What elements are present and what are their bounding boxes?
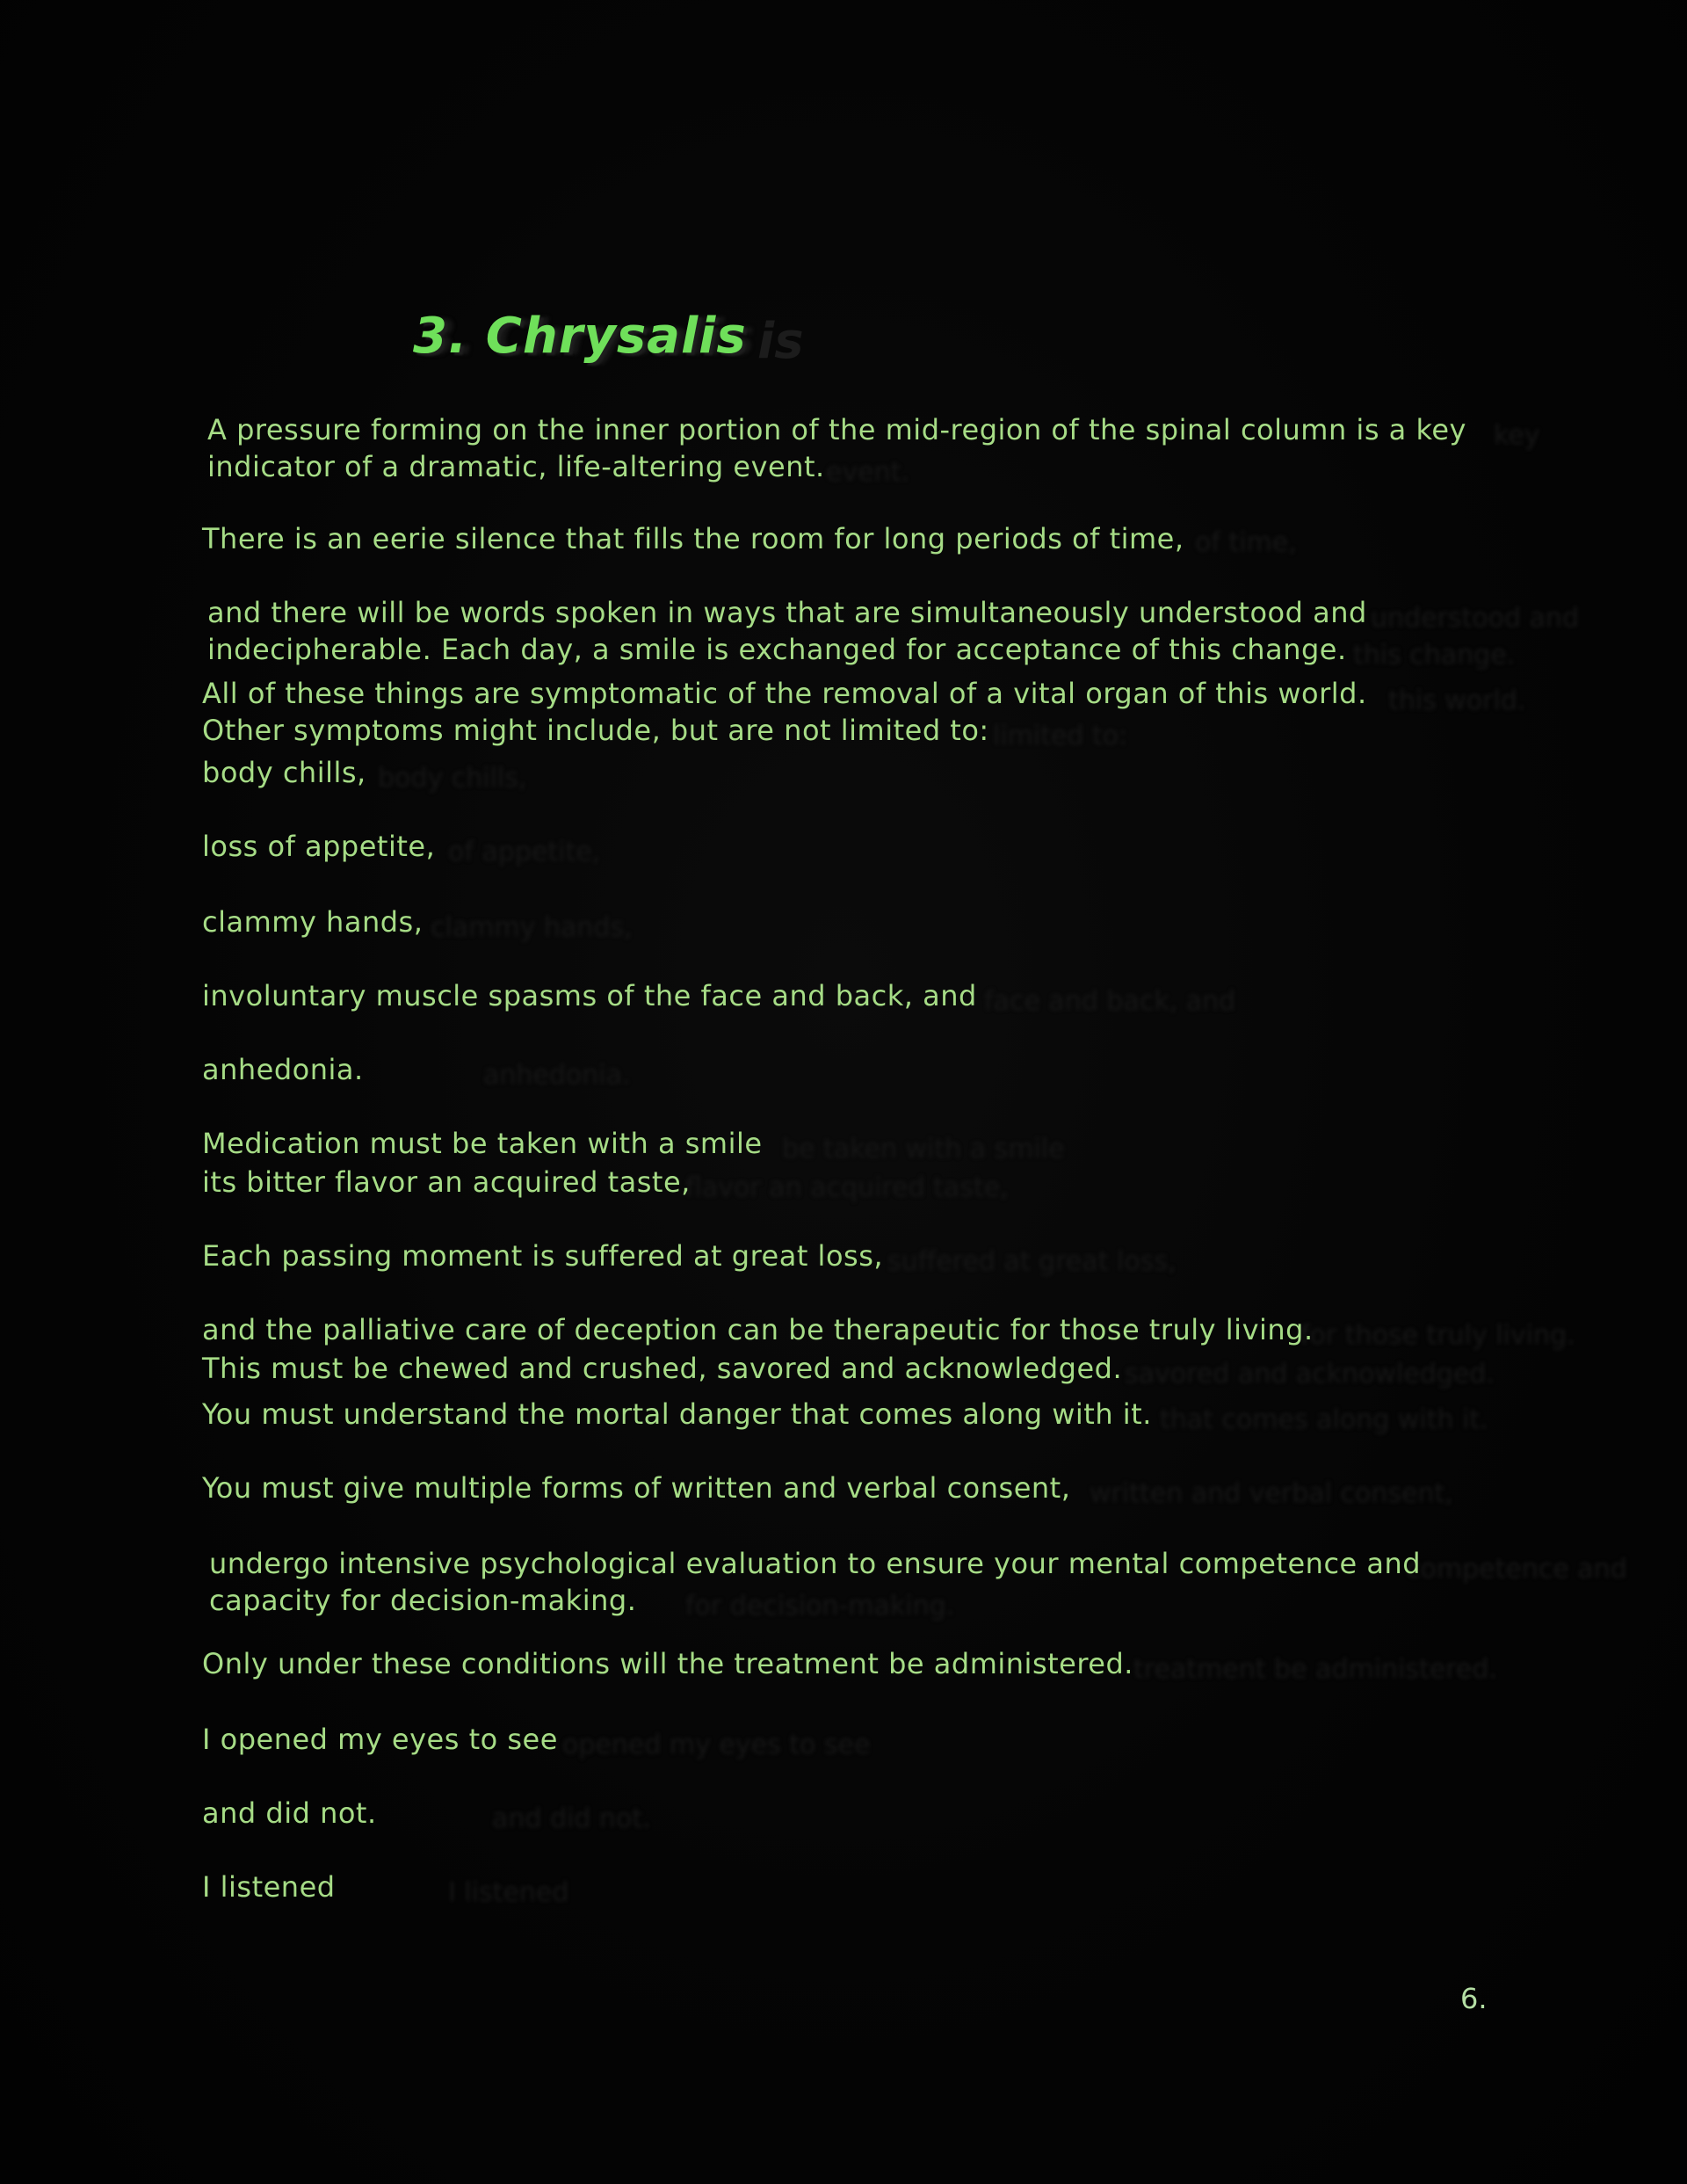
- text-echo: be taken with a smile: [782, 1134, 1065, 1165]
- text-echo: for those truly living.: [1300, 1320, 1575, 1351]
- text-echo: savored and acknowledged.: [1125, 1359, 1495, 1389]
- text-echo: written and verbal consent,: [1090, 1478, 1453, 1509]
- body-line: Medication must be taken with a smile: [202, 1127, 763, 1160]
- body-line: its bitter flavor an acquired taste,: [202, 1165, 691, 1199]
- text-echo: flavor an acquired taste,: [685, 1172, 1009, 1203]
- text-echo: anhedonia.: [483, 1060, 631, 1091]
- text-echo: key: [1494, 420, 1540, 451]
- text-echo: limited to:: [993, 721, 1128, 751]
- body-line: indecipherable. Each day, a smile is exchanged for acceptance of this change.: [207, 633, 1347, 666]
- title-echo: is: [757, 313, 804, 370]
- text-echo: treatment be administered.: [1133, 1654, 1497, 1685]
- text-echo: and did not.: [492, 1803, 651, 1834]
- text-echo: of appetite,: [448, 837, 601, 867]
- text-echo: for decision-making.: [685, 1591, 955, 1622]
- body-line: indicator of a dramatic, life-altering event.: [207, 450, 825, 483]
- text-echo: understood and: [1371, 603, 1579, 634]
- text-echo: opened my eyes to see: [562, 1730, 871, 1760]
- text-echo: clammy hands,: [431, 912, 633, 943]
- text-echo: event.: [826, 457, 909, 488]
- body-line: and there will be words spoken in ways that are simultaneously understood and: [207, 596, 1367, 629]
- text-echo: body chills,: [378, 763, 527, 794]
- body-line: Each passing moment is suffered at great loss,: [202, 1239, 884, 1273]
- text-echo: this world.: [1388, 686, 1526, 716]
- text-echo: this change.: [1353, 640, 1516, 671]
- text-echo: I listened: [448, 1877, 569, 1908]
- text-echo: face and back, and: [984, 986, 1236, 1017]
- page-number: 6.: [1460, 1982, 1488, 2015]
- body-line: involuntary muscle spasms of the face and back, and: [202, 979, 977, 1012]
- body-line: and did not.: [202, 1796, 377, 1830]
- body-line: You must understand the mortal danger that comes along with it.: [202, 1397, 1152, 1431]
- body-line: All of these things are symptomatic of the removal of a vital organ of this world.: [202, 677, 1367, 710]
- body-line: and the palliative care of deception can be therapeutic for those truly living.: [202, 1313, 1314, 1346]
- body-line: This must be chewed and crushed, savored and acknowledged.: [202, 1352, 1123, 1385]
- chapter-title: 3. Chrysalis: [413, 308, 747, 365]
- body-line: clammy hands,: [202, 905, 424, 939]
- body-line: You must give multiple forms of written and verbal consent,: [202, 1471, 1071, 1505]
- text-echo: of time,: [1195, 527, 1297, 558]
- body-line: loss of appetite,: [202, 830, 436, 863]
- body-line: undergo intensive psychological evaluation to ensure your mental competence and: [209, 1547, 1422, 1580]
- body-line: A pressure forming on the inner portion of the mid-region of the spinal column is a key: [207, 413, 1466, 446]
- body-line: anhedonia.: [202, 1053, 364, 1086]
- body-line: Only under these conditions will the treatment be administered.: [202, 1647, 1133, 1680]
- body-line: I opened my eyes to see: [202, 1723, 558, 1756]
- body-line: capacity for decision-making.: [209, 1584, 637, 1617]
- text-echo: that comes along with it.: [1160, 1404, 1488, 1435]
- body-line: body chills,: [202, 756, 366, 789]
- body-line: I listened: [202, 1870, 336, 1904]
- text-echo: suffered at great loss,: [887, 1246, 1177, 1277]
- body-line: Other symptoms might include, but are not limited to:: [202, 714, 989, 747]
- text-echo: competence and: [1406, 1554, 1627, 1585]
- body-line: There is an eerie silence that fills the room for long periods of time,: [202, 522, 1184, 555]
